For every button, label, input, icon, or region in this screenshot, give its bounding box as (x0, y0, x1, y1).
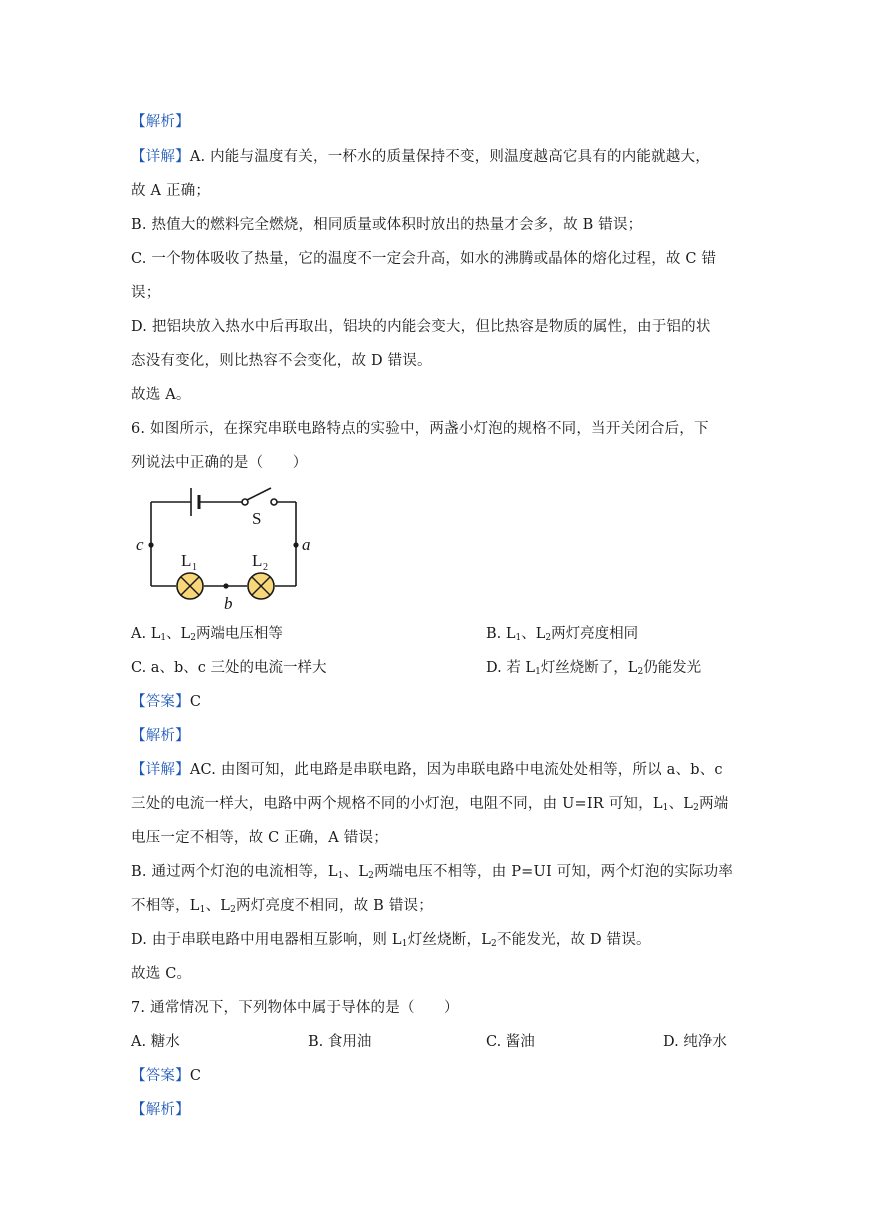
q5-detail-c-line2: 误； (131, 285, 161, 301)
q6-detail-ac-line1: 【详解】AC. 由图可知，此电路是串联电路，因为串联电路中电流处处相等，所以 a、b、c (131, 762, 723, 778)
detail-tag: 【详解】 (131, 149, 190, 165)
q7-answer (131, 1066, 201, 1086)
q6-option-b: B. $L_1$、$L_2$两灯亮度相同 (486, 626, 639, 643)
q5-analysis-heading (131, 112, 190, 132)
lamp2-label: L (252, 551, 263, 570)
lamp2-subscript: 2 (263, 562, 268, 573)
q5-choice: 故选 A。 (131, 387, 191, 403)
q5-detail-b: B. 热值大的燃料完全燃烧，相同质量或体积时放出的热量才会多，故 B 错误； (131, 217, 643, 233)
lamp-l2 (248, 573, 274, 599)
point-b-label: b (224, 594, 233, 612)
q5-detail-c-line1: C. 一个物体吸收了热量，它的温度不一定会升高，如水的沸腾或晶体的熔化过程，故 C 错 (131, 251, 717, 267)
answer-tag: 【答案】 (131, 1068, 190, 1084)
lamp1-label: L (181, 551, 192, 570)
q6-detail-b-line1: B. 通过两个灯泡的电流相等，$L_1$、$L_2$两端电压不相等，由 P=UI 可知，两个灯泡的实际功率 (131, 864, 734, 881)
point-c-label: c (136, 535, 144, 554)
q7-option-b: B. 食用油 (308, 1034, 372, 1050)
analysis-tag: 【解析】 (131, 728, 190, 744)
answer-value: C (189, 694, 202, 710)
q7-analysis-heading (131, 1100, 190, 1120)
q6-stem-line2: 列说法中正确的是（ ） (131, 455, 308, 471)
lamp-l1 (177, 573, 203, 599)
switch-contact-right (271, 499, 277, 505)
text: A. 内能与温度有关，一杯水的质量保持不变，则温度越高它具有的内能就越大， (189, 149, 710, 165)
q5-detail-a-line2: 故 A 正确； (131, 183, 211, 199)
series-circuit-diagram (131, 482, 316, 612)
switch-label: S (252, 509, 262, 528)
lamp1-subscript: 1 (192, 562, 197, 573)
q6-choice: 故选 C。 (131, 966, 192, 982)
q6-option-c: C. a、b、c 三处的电流一样大 (131, 660, 327, 676)
q6-analysis-heading (131, 726, 190, 746)
point-a-label: a (302, 535, 311, 554)
analysis-tag: 【解析】 (131, 1102, 190, 1118)
point-c-dot (148, 542, 153, 547)
answer-value: C (189, 1068, 202, 1084)
point-b-dot (223, 583, 228, 588)
q6-detail-d: D. 由于串联电路中用电器相互影响，则 $L_1$灯丝烧断，$L_2$不能发光，故 D 错误。 (131, 932, 651, 949)
q6-option-d: D. 若 $L_1$灯丝烧断了，$L_2$仍能发光 (486, 660, 702, 677)
q7-option-c: C. 酱油 (486, 1034, 535, 1050)
q7-stem: 7. 通常情况下，下列物体中属于导体的是（ ） (131, 1000, 459, 1016)
answer-tag: 【答案】 (131, 694, 190, 710)
q7-option-a: A. 糖水 (131, 1034, 180, 1050)
q6-option-a: A. $L_1$、$L_2$两端电压相等 (131, 626, 283, 643)
analysis-tag: 【解析】 (131, 114, 190, 130)
q6-stem-line1: 6. 如图所示，在探究串联电路特点的实验中，两盏小灯泡的规格不同，当开关闭合后，下 (131, 421, 709, 437)
q6-answer (131, 692, 201, 712)
q6-detail-b-line2: 不相等，$L_1$、$L_2$两灯亮度不相同，故 B 错误； (131, 898, 433, 915)
q7-option-d: D. 纯净水 (663, 1034, 727, 1050)
q5-detail-d-line1: D. 把铝块放入热水中后再取出，铝块的内能会变大，但比热容是物质的属性，由于铝的状 (131, 319, 711, 335)
point-a-dot (293, 542, 298, 547)
detail-tag: 【详解】 (131, 762, 190, 778)
q5-detail-d-line2: 态没有变化，则比热容不会变化，故 D 错误。 (131, 353, 432, 369)
switch-lever (247, 488, 271, 500)
q6-detail-ac-line3: 电压一定不相等，故 C 正确，A 错误； (131, 830, 388, 846)
q5-detail-a-line1 (131, 147, 710, 167)
q6-detail-ac-line2: 三处的电流一样大，电路中两个规格不同的小灯泡，电阻不同，由 U=IR 可知，$L_1$、$L_2$两端 (131, 796, 729, 813)
